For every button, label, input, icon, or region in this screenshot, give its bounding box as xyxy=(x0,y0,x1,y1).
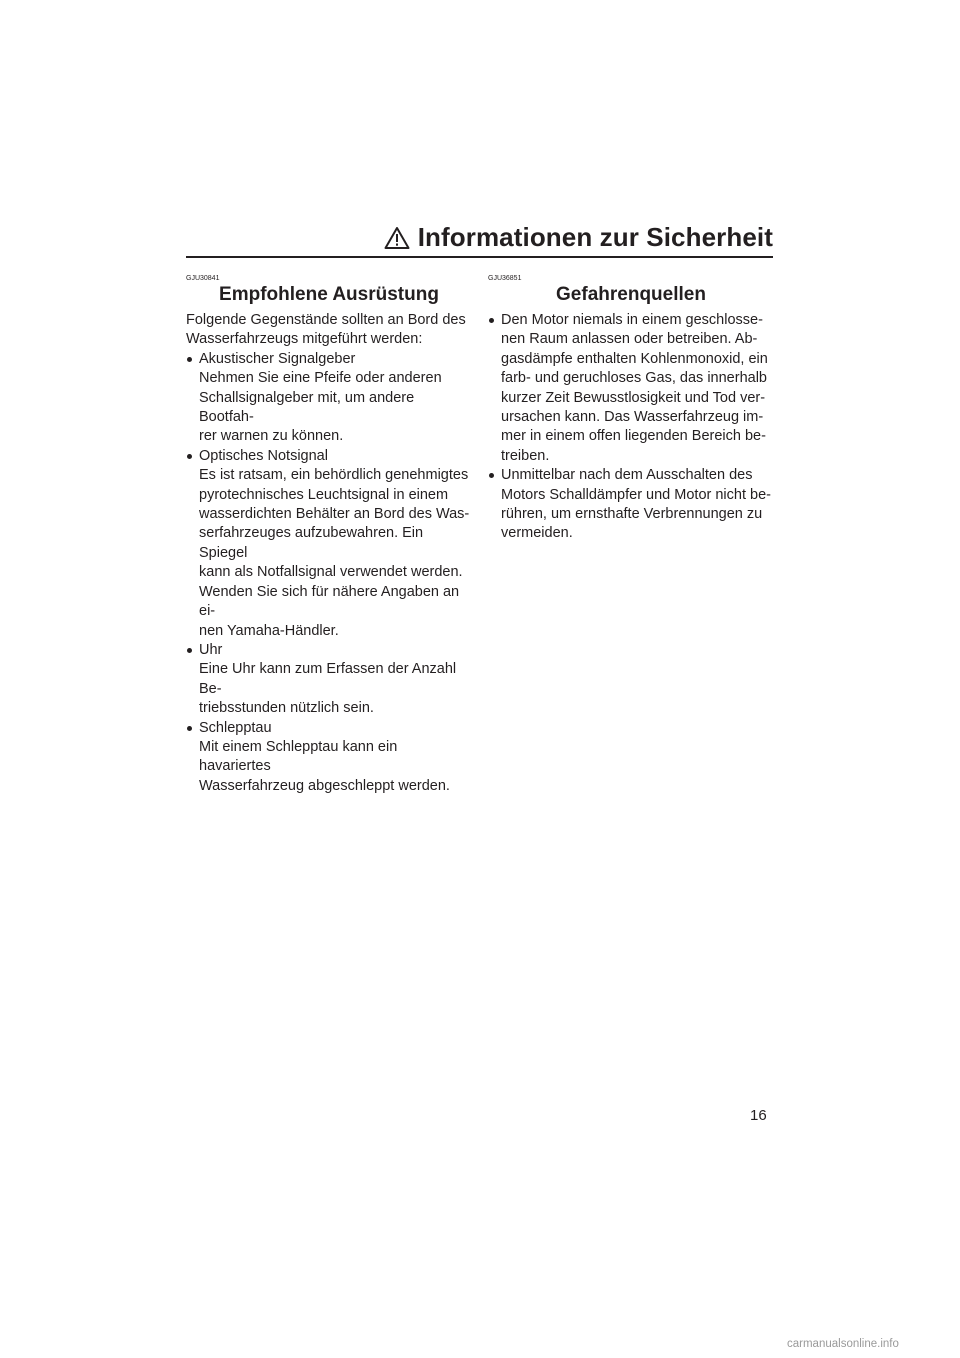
list-item xyxy=(186,641,472,719)
section-title-hazards: Gefahrenquellen xyxy=(556,284,706,305)
list-item-body: Nehmen Sie eine Pfeife oder anderen Schallsignalgeber mit, um andere Bootfah- rer warnen zu können. xyxy=(199,370,442,445)
section-code: GJU30841 xyxy=(186,275,220,282)
section-title-equipment: Empfohlene Ausrüstung xyxy=(219,284,439,305)
list-item xyxy=(488,311,774,466)
section-code: GJU36851 xyxy=(488,275,522,282)
page-title: Informationen zur Sicherheit xyxy=(417,222,773,252)
bullet-icon xyxy=(187,357,192,362)
list-item-body: Unmittelbar nach dem Ausschalten des Motors Schalldämpfer und Motor nicht be- rühren, um ernsthafte Verbrennungen zu vermeiden. xyxy=(501,467,771,542)
bullet-icon xyxy=(187,726,192,731)
bullet-icon xyxy=(187,454,192,459)
watermark-link[interactable]: carmanualsonline.info xyxy=(787,1338,899,1350)
list-item-body: Den Motor niemals in einem geschlosse- nen Raum anlassen oder betreiben. Ab- gasdämpfe enthalten Kohlenmonoxid, ein farb- und geruchloses Gas, das innerhalb kurzer Zeit Bewusstlosigkeit und Tod ver- ursachen kann. Das Wasserfahrzeug im- mer in einem offen liegenden Bereich be- treiben. xyxy=(501,312,768,464)
right-column xyxy=(488,275,774,544)
bullet-icon xyxy=(489,473,494,478)
page-header-content xyxy=(384,222,773,256)
warning-triangle-icon xyxy=(384,226,410,250)
intro-paragraph: Folgende Gegenstände sollten an Bord des Wasserfahrzeugs mitgeführt werden: xyxy=(186,312,466,348)
list-item-head: Optisches Notsignal xyxy=(199,447,328,464)
list-item-head: Akustischer Signalgeber xyxy=(199,350,356,367)
bullet-icon xyxy=(489,318,494,323)
page-header xyxy=(186,220,773,258)
list-item xyxy=(488,466,774,544)
list-item xyxy=(186,447,472,641)
list-item-body: Es ist ratsam, ein behördlich genehmigtes pyrotechnisches Leuchtsignal in einem wasserdichten Behälter an Bord des Was- serfahrzeuges aufzubewahren. Ein Spiegel kann als Notfallsignal verwendet werden. Wenden Sie sich für nähere Angaben an ei- nen Yamaha-Händler. xyxy=(199,467,470,639)
left-column xyxy=(186,275,472,796)
list-item-head: Uhr xyxy=(199,641,223,658)
list-item xyxy=(186,719,472,797)
bullet-icon xyxy=(187,648,192,653)
list-item-head: Schlepptau xyxy=(199,719,272,736)
list-item xyxy=(186,350,472,447)
page-number: 16 xyxy=(750,1107,767,1124)
list-item-body: Mit einem Schlepptau kann ein havariertes Wasserfahrzeug abgeschleppt werden. xyxy=(199,738,450,794)
list-item-body: Eine Uhr kann zum Erfassen der Anzahl Be- triebsstunden nützlich sein. xyxy=(199,661,457,717)
